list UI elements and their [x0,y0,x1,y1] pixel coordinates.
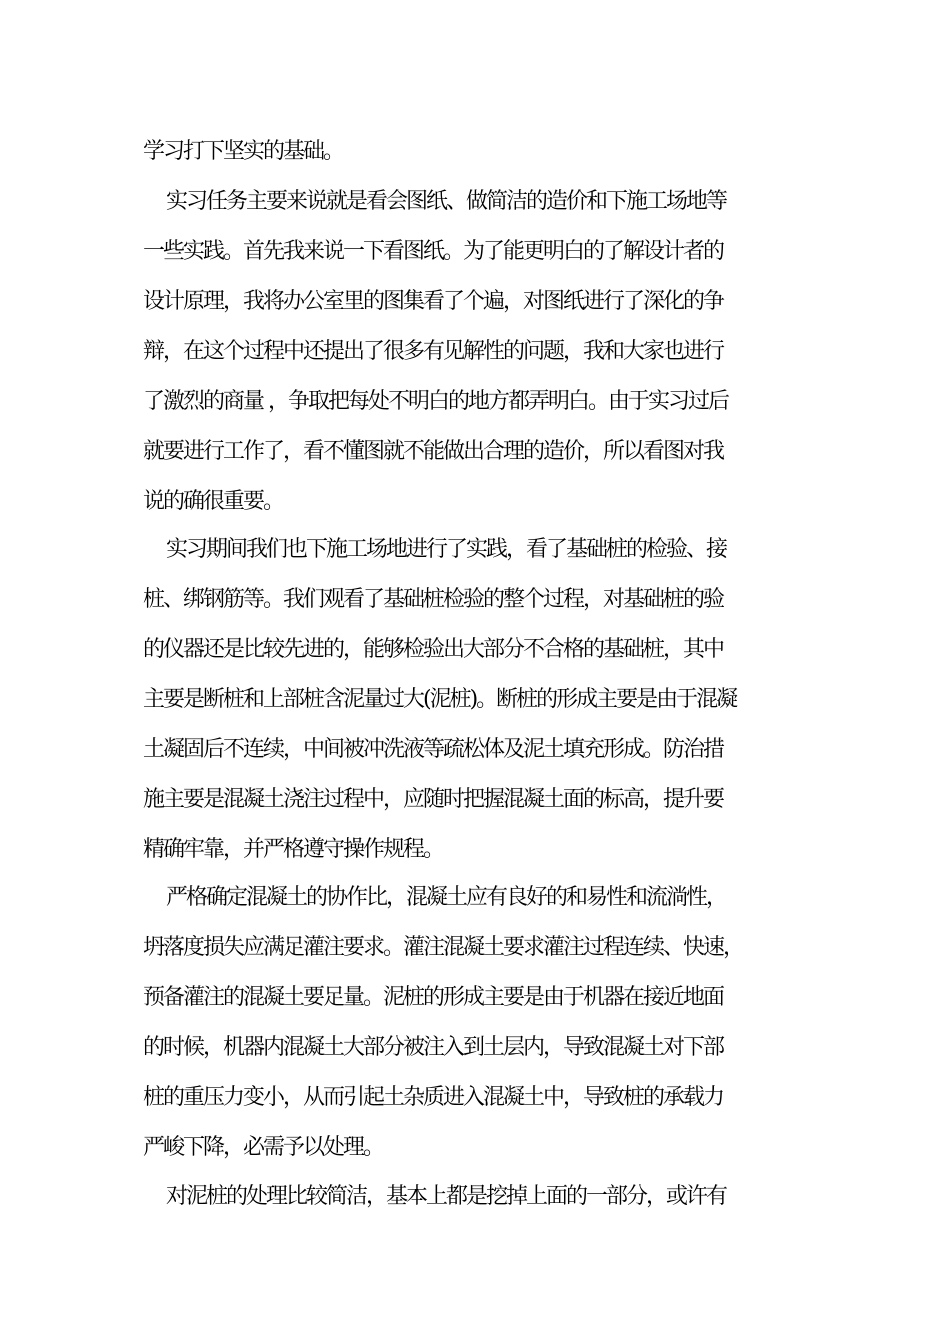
text-line: 学习打下坚实的基础。 [143,139,344,164]
text-line: 的时候，机器内混凝土大部分被注入到土层内，导致混凝土对下部 [143,1035,724,1060]
text-line: 就要进行工作了，看不懂图就不能做出合理的造价，所以看图对我 [143,439,724,464]
text-line: 设计原理，我将办公室里的图集看了个遍，对图纸进行了深化的争 [143,289,724,314]
text-line: 主要是断桩和上部桩含泥量过大(泥桩)。断桩的形成主要是由于混凝 [143,687,737,712]
paragraph-first-line: 实习期间我们也下施工场地进行了实践，看了基础桩的检验、接 [166,537,727,562]
text-line: 辩，在这个过程中还提出了很多有见解性的问题，我和大家也进行 [143,339,724,364]
text-line: 施主要是混凝土浇注过程中，应随时把握混凝土面的标高，提升要 [143,787,724,812]
text-line: 严峻下降，必需予以处理。 [143,1135,384,1160]
text-line: 预备灌注的混凝土要足量。泥桩的形成主要是由于机器在接近地面 [143,985,724,1010]
paragraph-first-line: 严格确定混凝土的协作比，混凝土应有良好的和易性和流淌性， [166,885,727,910]
text-line: 土凝固后不连续，中间被冲洗液等疏松体及泥土填充形成。防治措 [143,737,724,762]
text-line: 桩的重压力变小，从而引起土杂质进入混凝土中，导致桩的承载力 [143,1085,724,1110]
text-line: 精确牢靠，并严格遵守操作规程。 [143,837,444,862]
paragraph-first-line: 实习任务主要来说就是看会图纸、做简洁的造价和下施工场地等 [166,189,727,214]
text-line: 一些实践。首先我来说一下看图纸。为了能更明白的了解设计者的 [143,239,724,264]
text-line: 桩、绑钢筋等。我们观看了基础桩检验的整个过程，对基础桩的验 [143,587,724,612]
text-line: 坍落度损失应满足灌注要求。灌注混凝土要求灌注过程连续、快速， [143,935,744,960]
text-line: 的仪器还是比较先进的，能够检验出大部分不合格的基础桩，其中 [143,637,724,662]
text-line: 说的确很重要。 [143,489,284,514]
paragraph-first-line: 对泥桩的处理比较简洁，基本上都是挖掉上面的一部分，或许有 [166,1184,727,1209]
text-line: 了激烈的商量 ，争取把每处不明白的地方都弄明白。由于实习过后 [143,389,728,414]
